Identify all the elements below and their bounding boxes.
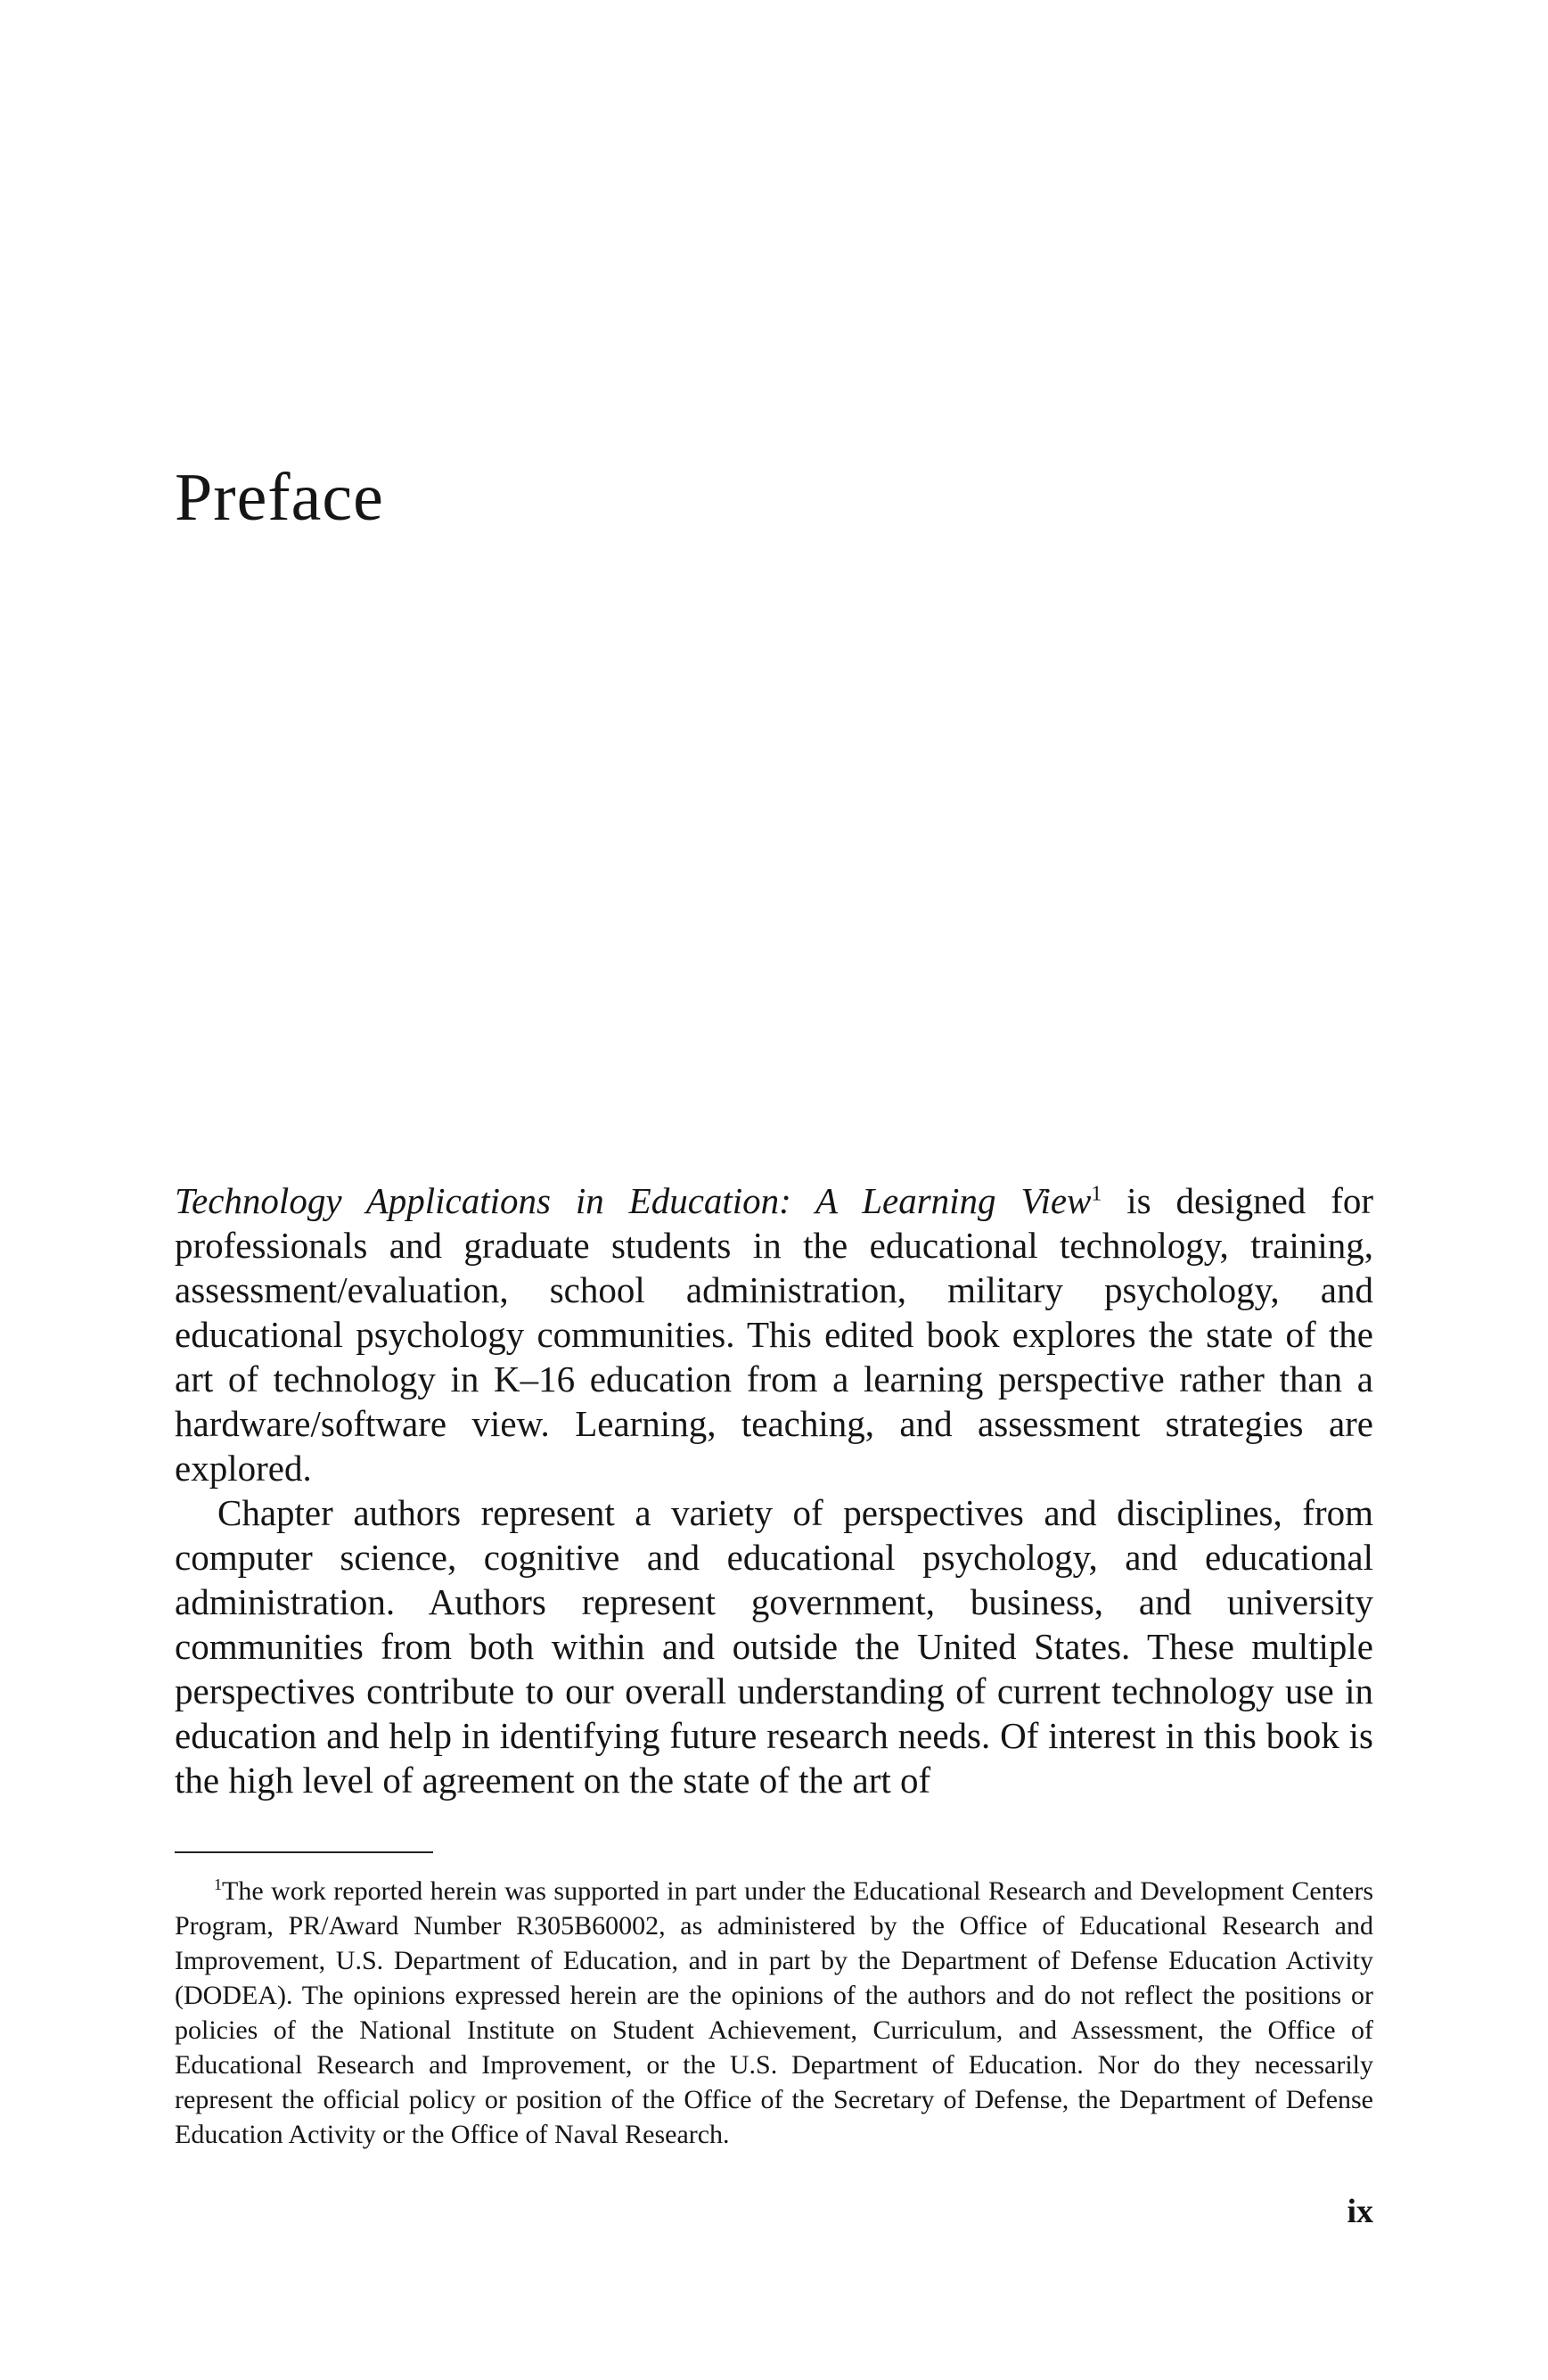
footnote-reference: 1 [1091,1182,1102,1206]
footnote-divider [175,1851,433,1853]
footnote-number: 1 [214,1875,222,1893]
book-title: Technology Applications in Education: A Learning View [175,1180,1092,1221]
paragraph-1 [175,1178,1373,1490]
page-number: ix [1347,2193,1373,2230]
footnote [175,1874,1373,2152]
paragraph-1-text: is designed for professionals and graduate students in the educational technology, training, assessment/evaluation, school administration, military psychology, and educational psychology communities. This edited book explores the state of the art of technology in K–16 education from a learning perspective rather than a hardware/software view. Learning, teaching, and assessment strategies are explored. [175,1180,1373,1489]
body-text [175,1178,1373,1802]
footnote-text: The work reported herein was supported in part under the Educational Research and Development Centers Program, PR/Award Number R305B60002, as administered by the Office of Educational Research and Improvement, U.S. Department of Education, and in part by the Department of Defense Education Activity (DODEA). The opinions expressed herein are the opinions of the authors and do not reflect the positions or policies of the National Institute on Student Achievement, Curriculum, and Assessment, the Office of Educational Research and Improvement, or the U.S. Department of Education. Nor do they necessarily represent the official policy or position of the Office of the Secretary of Defense, the Department of Defense Education Activity or the Office of Naval Research. [175,1876,1373,2149]
paragraph-2: Chapter authors represent a variety of perspectives and disciplines, from computer science, cognitive and educational psychology, and educational administration. Authors represent government, business, and university communities from both within and outside the United States. These multiple perspectives contribute to our overall understanding of current technology use in education and help in identifying future research needs. Of interest in this book is the high level of agreement on the state of the art of [175,1492,1373,1801]
page-title: Preface [175,460,384,535]
